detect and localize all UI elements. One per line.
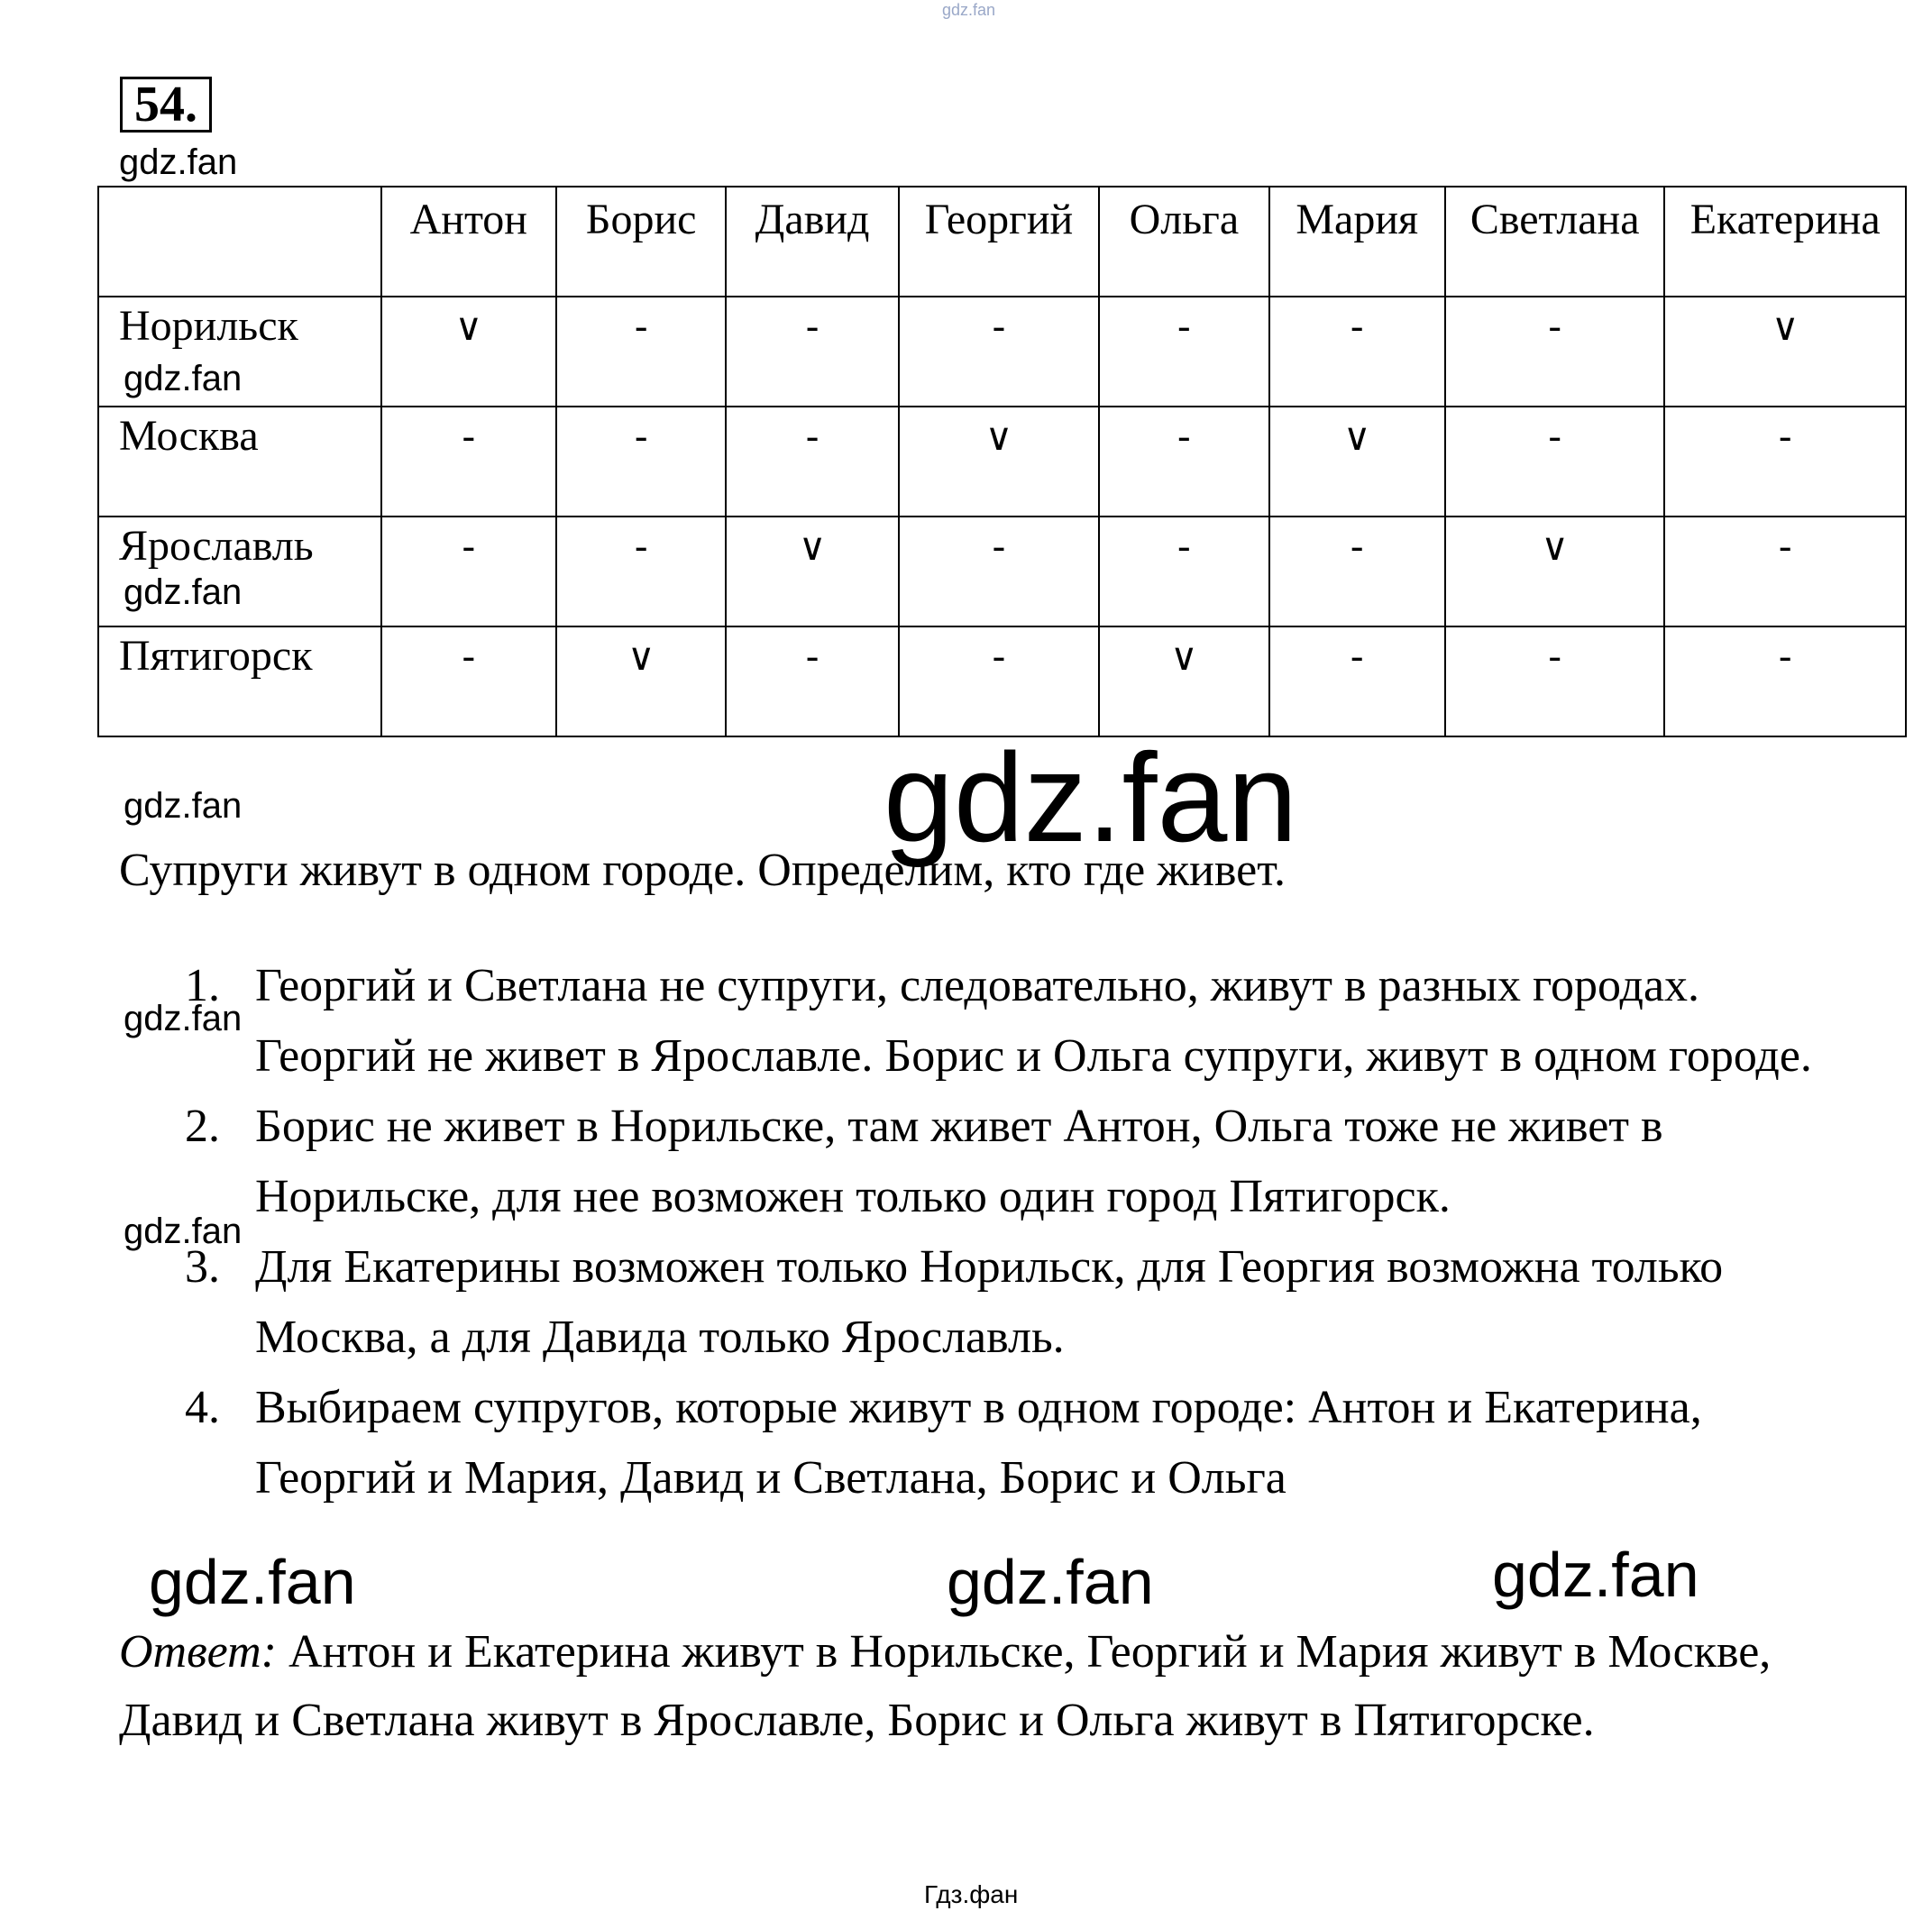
table-cell: -: [381, 626, 556, 736]
table-cell: -: [1445, 626, 1664, 736]
table-cell: -: [1664, 626, 1906, 736]
step-text: Борис не живет в Норильске, там живет Антон, Ольга тоже не живет в Норильске, для нее возможен только один город Пятигорск.: [255, 1101, 1663, 1222]
watermark: gdz.fan: [1492, 1540, 1699, 1610]
table-cell: -: [1269, 626, 1445, 736]
column-header: Екатерина: [1664, 187, 1906, 297]
table-cell: -: [899, 297, 1099, 407]
table-cell: ∨: [381, 297, 556, 407]
watermark: gdz.fan: [124, 786, 243, 826]
step-number: 2.: [185, 1101, 220, 1152]
table-cell: -: [1099, 517, 1268, 626]
row-header-city: Норильск: [98, 297, 381, 407]
table-cell: -: [1099, 297, 1268, 407]
table-cell: -: [726, 407, 898, 517]
table-cell: -: [1099, 407, 1268, 517]
watermark: gdz.fan: [119, 142, 238, 182]
row-header-city: Москва: [98, 407, 381, 517]
table-cell: -: [899, 626, 1099, 736]
row-header-city: Пятигорск: [98, 626, 381, 736]
column-header: Мария: [1269, 187, 1445, 297]
table-cell: -: [381, 407, 556, 517]
table-cell: ∨: [1269, 407, 1445, 517]
table-corner-cell: [98, 187, 381, 297]
table-cell: ∨: [1445, 517, 1664, 626]
watermark: gdz.fan: [947, 1547, 1154, 1617]
list-item: [185, 1232, 1869, 1373]
watermark: gdz.fan: [149, 1547, 356, 1617]
table-cell: -: [1269, 517, 1445, 626]
table-cell: -: [556, 517, 726, 626]
list-item: [185, 951, 1869, 1092]
column-header: Давид: [726, 187, 898, 297]
table-cell: -: [1445, 297, 1664, 407]
table-row: [98, 626, 1906, 736]
watermark: gdz.fan: [124, 359, 243, 398]
answer-label: Ответ:: [119, 1626, 277, 1678]
table-cell: ∨: [1664, 297, 1906, 407]
column-header: Антон: [381, 187, 556, 297]
table-cell: -: [726, 626, 898, 736]
list-item: [185, 1092, 1869, 1232]
table-cell: ∨: [1099, 626, 1268, 736]
answer-text: Антон и Екатерина живут в Норильске, Георгий и Мария живут в Москве, Давид и Светлана живут в Ярославле, Борис и Ольга живут в Пятигорске.: [119, 1626, 1772, 1746]
table-cell: -: [1664, 407, 1906, 517]
table-cell: -: [1445, 407, 1664, 517]
table-row: [98, 407, 1906, 517]
column-header: Ольга: [1099, 187, 1268, 297]
column-header: Георгий: [899, 187, 1099, 297]
watermark: gdz.fan: [124, 999, 243, 1038]
table-cell: -: [556, 297, 726, 407]
list-item: [185, 1373, 1869, 1513]
table-cell: -: [556, 407, 726, 517]
table-row: [98, 517, 1906, 626]
table-cell: -: [726, 297, 898, 407]
table-header-row: [98, 187, 1906, 297]
table-cell: -: [1664, 517, 1906, 626]
watermark: gdz.fan: [124, 572, 243, 612]
table-cell: ∨: [726, 517, 898, 626]
city-name-table: [97, 186, 1907, 737]
table-cell: -: [381, 517, 556, 626]
table-cell: ∨: [899, 407, 1099, 517]
watermark-bottom: Гдз.фан: [924, 1880, 1019, 1908]
answer-paragraph: [119, 1618, 1877, 1755]
watermark-large: gdz.fan: [884, 727, 1298, 868]
row-header-city: Ярославль: [98, 517, 381, 626]
table-cell: -: [1269, 297, 1445, 407]
step-text: Георгий и Светлана не супруги, следовательно, живут в разных городах. Георгий не живет в Ярославле. Борис и Ольга супруги, живут в одном городе.: [255, 960, 1812, 1082]
table-cell: ∨: [556, 626, 726, 736]
solution-steps: [0, 951, 1932, 1513]
intro-text: Супруги живут в одном городе. Определим, кто где живет.: [119, 845, 1286, 896]
step-number: 4.: [185, 1382, 220, 1433]
step-number: 3.: [185, 1241, 220, 1293]
table-cell: -: [899, 517, 1099, 626]
table-row: [98, 297, 1906, 407]
watermark-top: gdz.fan: [942, 1, 996, 19]
watermark: gdz.fan: [124, 1212, 243, 1251]
step-number: 1.: [185, 960, 220, 1011]
step-text: Выбираем супругов, которые живут в одном городе: Антон и Екатерина, Георгий и Мария, Давид и Светлана, Борис и Ольга: [255, 1382, 1702, 1504]
task-number: 54.: [120, 77, 212, 133]
step-text: Для Екатерины возможен только Норильск, для Георгия возможна только Москва, а для Давида только Ярославль.: [255, 1241, 1724, 1363]
column-header: Светлана: [1445, 187, 1664, 297]
column-header: Борис: [556, 187, 726, 297]
